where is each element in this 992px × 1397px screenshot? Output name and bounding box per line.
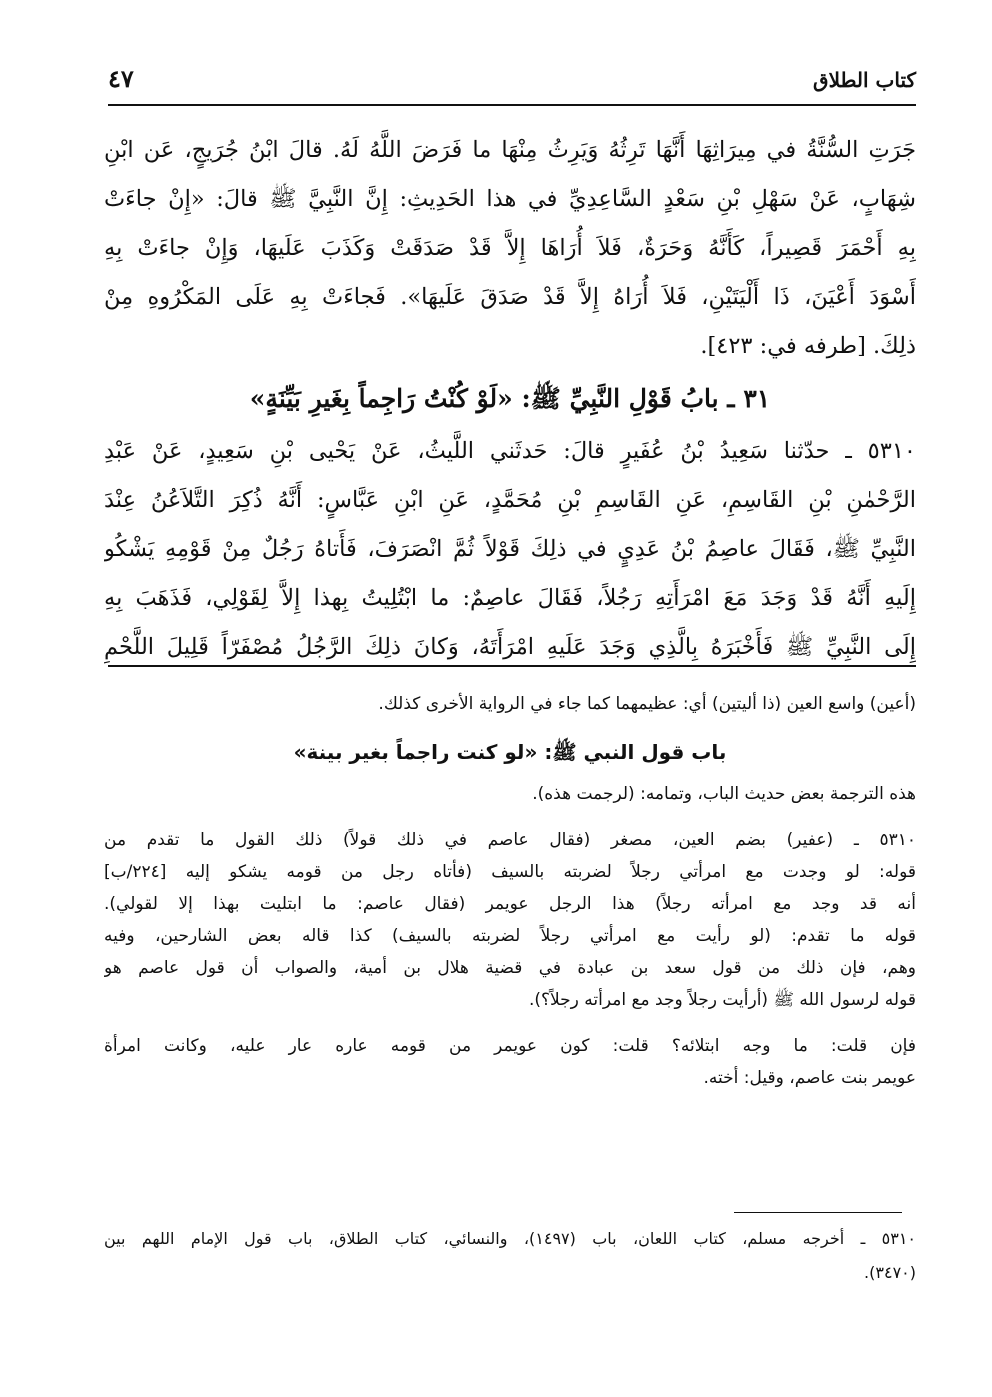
page-number: ٤٧ [108, 64, 134, 93]
chapter-title: ٣١ ـ بابُ قَوْلِ النَّبِيِّ ﷺ: «لَوْ كُنْتُ رَاجِماً بِغَيرِ بَيِّنَةٍ» [249, 384, 771, 413]
commentary-paragraph: (أعين) واسع العين (ذا أليتين) أي: عظيمهما كما جاء في الرواية الأخرى كذلك. [378, 694, 916, 714]
commentary-block [104, 688, 916, 1094]
commentary-paragraph: هذه الترجمة بعض حديث الباب، وتمامه: (لرجمت هذه). [532, 784, 916, 804]
footnote-divider [734, 1212, 902, 1213]
commentary-line: ٥٣١٠ ـ (عفير) بضم العين، مصغر (فقال عاصم في ذلك قولاً) ذلك القول ما تقدم من [104, 830, 916, 850]
page-header [108, 58, 916, 106]
hadith-line: ذلِكَ. [طرفه في: ٤٢٣]. [700, 333, 916, 359]
hadith-5310-line: إِلَى النَّبِيِّ ﷺ فَأَخْبَرَهُ بِالَّذِي وَجَدَ عَلَيهِ امْرَأَتَهُ، وَكانَ ذلِكَ الرَّجُلُ مُصْفَرّاً قَلِيلَ اللَّحْمِ [104, 634, 916, 660]
book-title: كتاب الطلاق [813, 68, 916, 92]
hadith-5310-line: النَّبِيِّ ﷺ، فَقَالَ عاصِمُ بْنُ عَدِيٍ في ذلِكَ قَوْلاً ثُمَّ انْصَرَفَ، فَأَتاهُ رَجُلٌ مِنْ قَوْمِهِ يَشْكُو [104, 536, 916, 562]
commentary-line: أنه قد وجد مع امرأته رجلاً) هذا الرجل عويمر (فقال عاصم: ما ابتليت بهذا إلا لقولي). [104, 894, 916, 914]
hadith-5310-line: الرَّحْمٰنِ بْنِ القَاسِمِ، عَنِ القَاسِمِ بْنِ مُحَمَّدٍ، عَنِ ابْنِ عَبَّاسٍ: أَنَّهُ ذُكِرَ التَّلاَعُنُ عِنْدَ [104, 487, 916, 513]
commentary-line: قوله: لو وجدت مع امرأتي رجلاً لضربته بالسيف (فأتاه رجل من قومه يشكو إليه [٢٢٤/ب] [104, 862, 916, 882]
hadith-line: أَسْوَدَ أَعْيَنَ، ذَا أَلْيَتَيْنِ، فَلاَ أُرَاهُ إِلاَّ قَدْ صَدَقَ عَلَيهَا». فَجاءَتْ بِهِ عَلَى المَكْرُوهِ مِنْ [104, 284, 916, 310]
commentary-line: وهم، فإن ذلك من قول سعد بن عبادة في قضية هلال بن أمية، والصواب أن قول عاصم هو [104, 958, 916, 978]
footnote-block [104, 1222, 916, 1290]
hadith-5310-line: ٥٣١٠ ـ حدّثنا سَعِيدُ بْنُ عُفَيرٍ قالَ: حَدثَني اللَّيثُ، عَنْ يَحْيى بْنِ سَعِيدٍ، عَنْ عَبْدِ [104, 438, 916, 464]
hadith-line: جَرَتِ السُّنَّةُ في مِيرَاثِهَا أَنَّهَا تَرِثُهُ وَيَرِثُ مِنْهَا ما فَرَضَ اللَّهُ لَهُ. قالَ ابْنُ جُرَيجٍ، عَن ابْنِ [104, 137, 916, 163]
section-divider [108, 665, 916, 667]
hadith-5310-line: إِلَيهِ أَنَّهُ قَدْ وَجَدَ مَعَ امْرَأَتِهِ رَجُلاً، فَقَالَ عاصِمٌ: ما ابْتُلِيتُ بِهذا إِلاَّ لِقَوْلِي، فَذَهَبَ بِهِ [104, 585, 916, 611]
hadith-text-block [104, 126, 916, 672]
commentary-chapter-title: باب قول النبي ﷺ: «لو كنت راجماً بغير بينة» [293, 740, 727, 764]
commentary-line: عويمر بنت عاصم، وقيل: أخته. [703, 1068, 916, 1088]
footnote-line: ٥٣١٠ ـ أخرجه مسلم، كتاب اللعان، باب (١٤٩٧)، والنسائي، كتاب الطلاق، باب قول الإمام اللهم بين [104, 1229, 916, 1248]
footnote-line: (٣٤٧٠). [864, 1263, 916, 1282]
hadith-line: بِهِ أَحْمَرَ قَصِيراً، كَأَنَّهُ وَحَرَةٌ، فَلاَ أُرَاهَا إِلاَّ قَدْ صَدَقَتْ وَكَذَبَ عَلَيهَا، وَإِنْ جاءَتْ بِهِ [104, 235, 916, 261]
commentary-line: فإن قلت: ما وجه ابتلائه؟ قلت: كون عويمر من قومه عاره عار عليه، وكانت امرأة [104, 1036, 916, 1056]
commentary-line: قوله ما تقدم: (لو رأيت مع امرأتي رجلاً لضربته بالسيف) كذا قاله بعض الشارحين، وفيه [104, 926, 916, 946]
hadith-line: شِهَابٍ، عَنْ سَهْلِ بْنِ سَعْدٍ السَّاعِدِيِّ في هذا الحَدِيثِ: إِنَّ النَّبِيَّ ﷺ قالَ: «إِنْ جاءَتْ [104, 186, 916, 212]
commentary-line: قوله لرسول الله ﷺ (أرأيت رجلاً وجد مع امرأته رجلاً؟). [528, 990, 916, 1010]
